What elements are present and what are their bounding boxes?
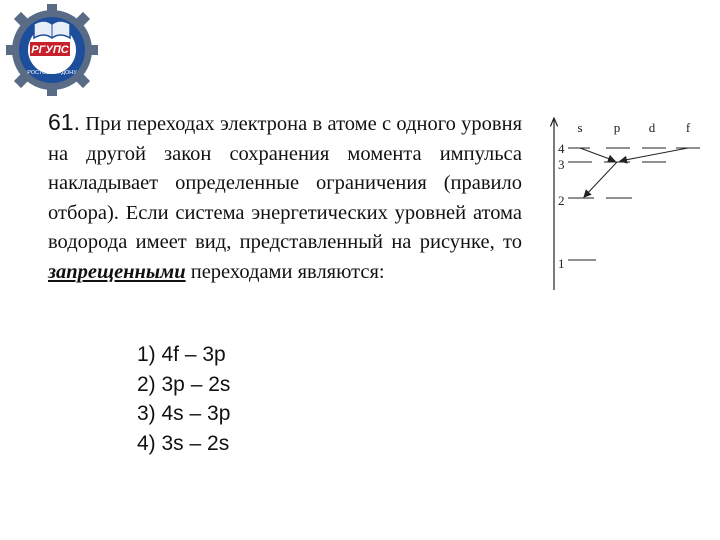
level-number-2: 2 xyxy=(558,193,565,208)
level-number-1: 1 xyxy=(558,256,565,271)
question-tail: переходами являются: xyxy=(190,260,385,283)
question-body: При переходах электрона в атоме с одного уровня на другой закон сохранения момента импульса накладывает определенные ограничения (правило отбора). Если система энергетических уровней атома водорода имеет вид, представленный на рисунке, то xyxy=(48,113,523,253)
transition-arrow-4f-3p xyxy=(620,148,688,161)
transition-arrow-3p-2s xyxy=(584,162,617,197)
answer-option[interactable]: 2) 3p – 2s xyxy=(137,372,231,396)
logo-text: РГУПС xyxy=(31,44,69,56)
column-label-p: p xyxy=(613,120,621,135)
question-emphasis: запрещенными xyxy=(48,260,186,283)
question-number: 61. xyxy=(48,109,80,135)
answer-options xyxy=(137,340,230,458)
transition-arrow-4s-3p xyxy=(580,148,615,161)
answer-option[interactable]: 3) 4s – 3p xyxy=(137,402,231,425)
university-logo xyxy=(4,2,100,98)
column-label-f: f xyxy=(685,120,691,135)
question-text xyxy=(48,108,522,287)
column-label-s: s xyxy=(577,120,583,135)
answer-option[interactable]: 1) 4f – 3p xyxy=(137,343,226,366)
answer-option[interactable]: 4) 3s – 2s xyxy=(137,431,230,455)
logo-ring-text: РОСТОВ-НА-ДОНУ xyxy=(27,70,77,76)
book-icon xyxy=(34,21,70,38)
level-number-4: 4 xyxy=(558,141,565,156)
column-label-d: d xyxy=(648,120,656,135)
energy-level-diagram xyxy=(538,108,720,292)
level-number-3: 3 xyxy=(558,157,565,172)
